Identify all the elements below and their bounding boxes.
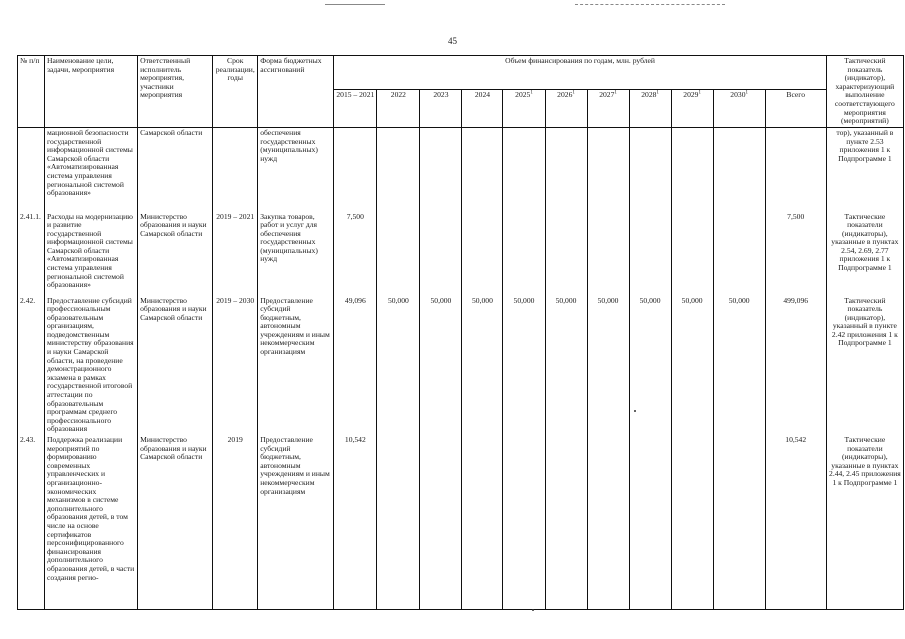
cell-value: 50,000 (420, 296, 462, 436)
cell-value (545, 128, 587, 212)
header-year (545, 90, 587, 128)
cell-form: Закупка товаров, работ и услуг для обеспечения государственных (муниципальных) нужд (258, 212, 334, 296)
cell-value: 50,000 (713, 296, 765, 436)
header-year-label: 2027 (599, 90, 615, 99)
cell-value (713, 128, 765, 212)
header-year-footnote: 1 (745, 90, 748, 96)
header-year-label: 2030 (730, 90, 746, 99)
header-volume: Объем финансирования по годам, млн. рублей (334, 56, 826, 90)
cell-value: 10,542 (334, 435, 377, 609)
cell-indicator: Тактический показатель (индикатор), указанный в пункте 2.42 приложения 1 к Подпрограмме 1 (826, 296, 903, 436)
header-year (503, 90, 545, 128)
table-row (18, 212, 904, 296)
cell-num: 2.42. (18, 296, 45, 436)
cell-value: 10,542 (765, 435, 826, 609)
cell-num: 2.41.1. (18, 212, 45, 296)
cell-period: 2019 – 2030 (213, 296, 258, 436)
header-period: Срок реализации, годы (213, 56, 258, 128)
cell-value (377, 435, 420, 609)
cell-period: 2019 (213, 435, 258, 609)
cell-value (713, 212, 765, 296)
header-year (713, 90, 765, 128)
cell-value: 7,500 (334, 212, 377, 296)
financing-table (17, 55, 904, 610)
cell-value (587, 212, 629, 296)
cell-value: 50,000 (462, 296, 503, 436)
header-num: № п/п (18, 56, 45, 128)
cell-value (420, 128, 462, 212)
header-year-footnote: 1 (656, 90, 659, 96)
cell-responsible: Самарской области (138, 128, 213, 212)
cell-name: Расходы на модернизацию и развитие государственной информационной системы Самарской области «Автоматизированная система управления региональной системой образования» (45, 212, 138, 296)
cell-value (629, 128, 671, 212)
cell-indicator: тор), указанный в пункте 2.53 приложения 1 к Подпрограмме 1 (826, 128, 903, 212)
cell-value (377, 212, 420, 296)
header-year (765, 90, 826, 128)
cell-value: 50,000 (629, 296, 671, 436)
cell-value (420, 212, 462, 296)
header-form: Форма бюджетных ассигнований (258, 56, 334, 128)
cell-value (671, 435, 713, 609)
table-row (18, 128, 904, 212)
header-year-label: 2015 – 2021 (336, 90, 375, 99)
cell-value: 49,096 (334, 296, 377, 436)
cell-period: 2019 – 2021 (213, 212, 258, 296)
cell-value (671, 212, 713, 296)
top-rule-right (575, 4, 725, 5)
table-row (18, 296, 904, 436)
cell-value (420, 435, 462, 609)
cell-responsible: Министерство образования и науки Самарской области (138, 296, 213, 436)
table-row (18, 435, 904, 609)
cell-name: мационной безопасности государственной информационной системы Самарской области «Автоматизированная система управления региональной системой образования» (45, 128, 138, 212)
cell-responsible: Министерство образования и науки Самарской области (138, 212, 213, 296)
cell-value (334, 128, 377, 212)
cell-value: 50,000 (503, 296, 545, 436)
header-year-label: 2029 (683, 90, 699, 99)
cell-value (545, 435, 587, 609)
header-year (462, 90, 503, 128)
header-indicator: Тактический показатель (индикатор), характеризующий выполнение соответствующего мероприятия (мероприятий) (826, 56, 903, 128)
scan-speck (532, 609, 534, 611)
header-year-label: 2024 (474, 90, 491, 99)
cell-num: 2.43. (18, 435, 45, 609)
top-rule-left (325, 4, 385, 5)
header-year-label: 2023 (433, 90, 449, 99)
header-year (587, 90, 629, 128)
header-year (420, 90, 462, 128)
header-year (377, 90, 420, 128)
cell-value (671, 128, 713, 212)
cell-value (503, 435, 545, 609)
cell-value (587, 128, 629, 212)
cell-value: 50,000 (671, 296, 713, 436)
cell-value (629, 435, 671, 609)
cell-value (462, 212, 503, 296)
cell-value (765, 128, 826, 212)
header-year (671, 90, 713, 128)
cell-form: Предоставление субсидий бюджетным, автономным учреждениям и иным некоммерческим организациям (258, 435, 334, 609)
cell-value: 499,096 (765, 296, 826, 436)
cell-value (503, 212, 545, 296)
cell-name: Предоставление субсидий профессиональным образовательным организациям, подведомственным министерству образования и науки Самарской области, на проведение демонстрационного экзамена в рамках государственной итоговой аттестации по образовательным программам среднего профессионального образования (45, 296, 138, 436)
cell-value (713, 435, 765, 609)
cell-num (18, 128, 45, 212)
header-year (629, 90, 671, 128)
cell-value: 7,500 (765, 212, 826, 296)
cell-responsible: Министерство образования и науки Самарской области (138, 435, 213, 609)
header-year-label: Всего (786, 90, 806, 99)
header-year-label: 2028 (641, 90, 657, 99)
cell-form: обеспечения государственных (муниципальных) нужд (258, 128, 334, 212)
cell-indicator: Тактические показатели (индикаторы), указанные в пунктах 2.54, 2.69, 2.77 приложения 1 к Подпрограмме 1 (826, 212, 903, 296)
header-year-footnote: 1 (530, 90, 533, 96)
cell-value (587, 435, 629, 609)
cell-period (213, 128, 258, 212)
cell-indicator: Тактические показатели (индикаторы), указанные в пунктах 2.44, 2.45 приложения 1 к Подпрограмме 1 (826, 435, 903, 609)
header-year-footnote: 1 (614, 90, 617, 96)
cell-value (503, 128, 545, 212)
header-name: Наименование цели, задачи, мероприятия (45, 56, 138, 128)
cell-value (462, 435, 503, 609)
header-year-label: 2022 (390, 90, 406, 99)
header-responsible: Ответственный исполнитель мероприятия, участники мероприятия (138, 56, 213, 128)
cell-name: Поддержка реализации мероприятий по формированию современных управленческих и организационно-экономических механизмов в системе дополнительного образования детей, в том числе на основе сертификатов персонифицированного финансирования дополнительного образования детей, в части создания регио- (45, 435, 138, 609)
cell-value (462, 128, 503, 212)
cell-value (545, 212, 587, 296)
cell-value (629, 212, 671, 296)
header-year-footnote: 1 (698, 90, 701, 96)
header-year-label: 2025 (515, 90, 531, 99)
header-year-footnote: 1 (572, 90, 575, 96)
header-year-label: 2026 (557, 90, 573, 99)
header-year (334, 90, 377, 128)
scan-speck (634, 410, 636, 412)
cell-value: 50,000 (377, 296, 420, 436)
cell-form: Предоставление субсидий бюджетным, автономным учреждениям и иным некоммерческим организациям (258, 296, 334, 436)
cell-value (377, 128, 420, 212)
cell-value: 50,000 (545, 296, 587, 436)
cell-value: 50,000 (587, 296, 629, 436)
page-number: 45 (448, 36, 457, 46)
